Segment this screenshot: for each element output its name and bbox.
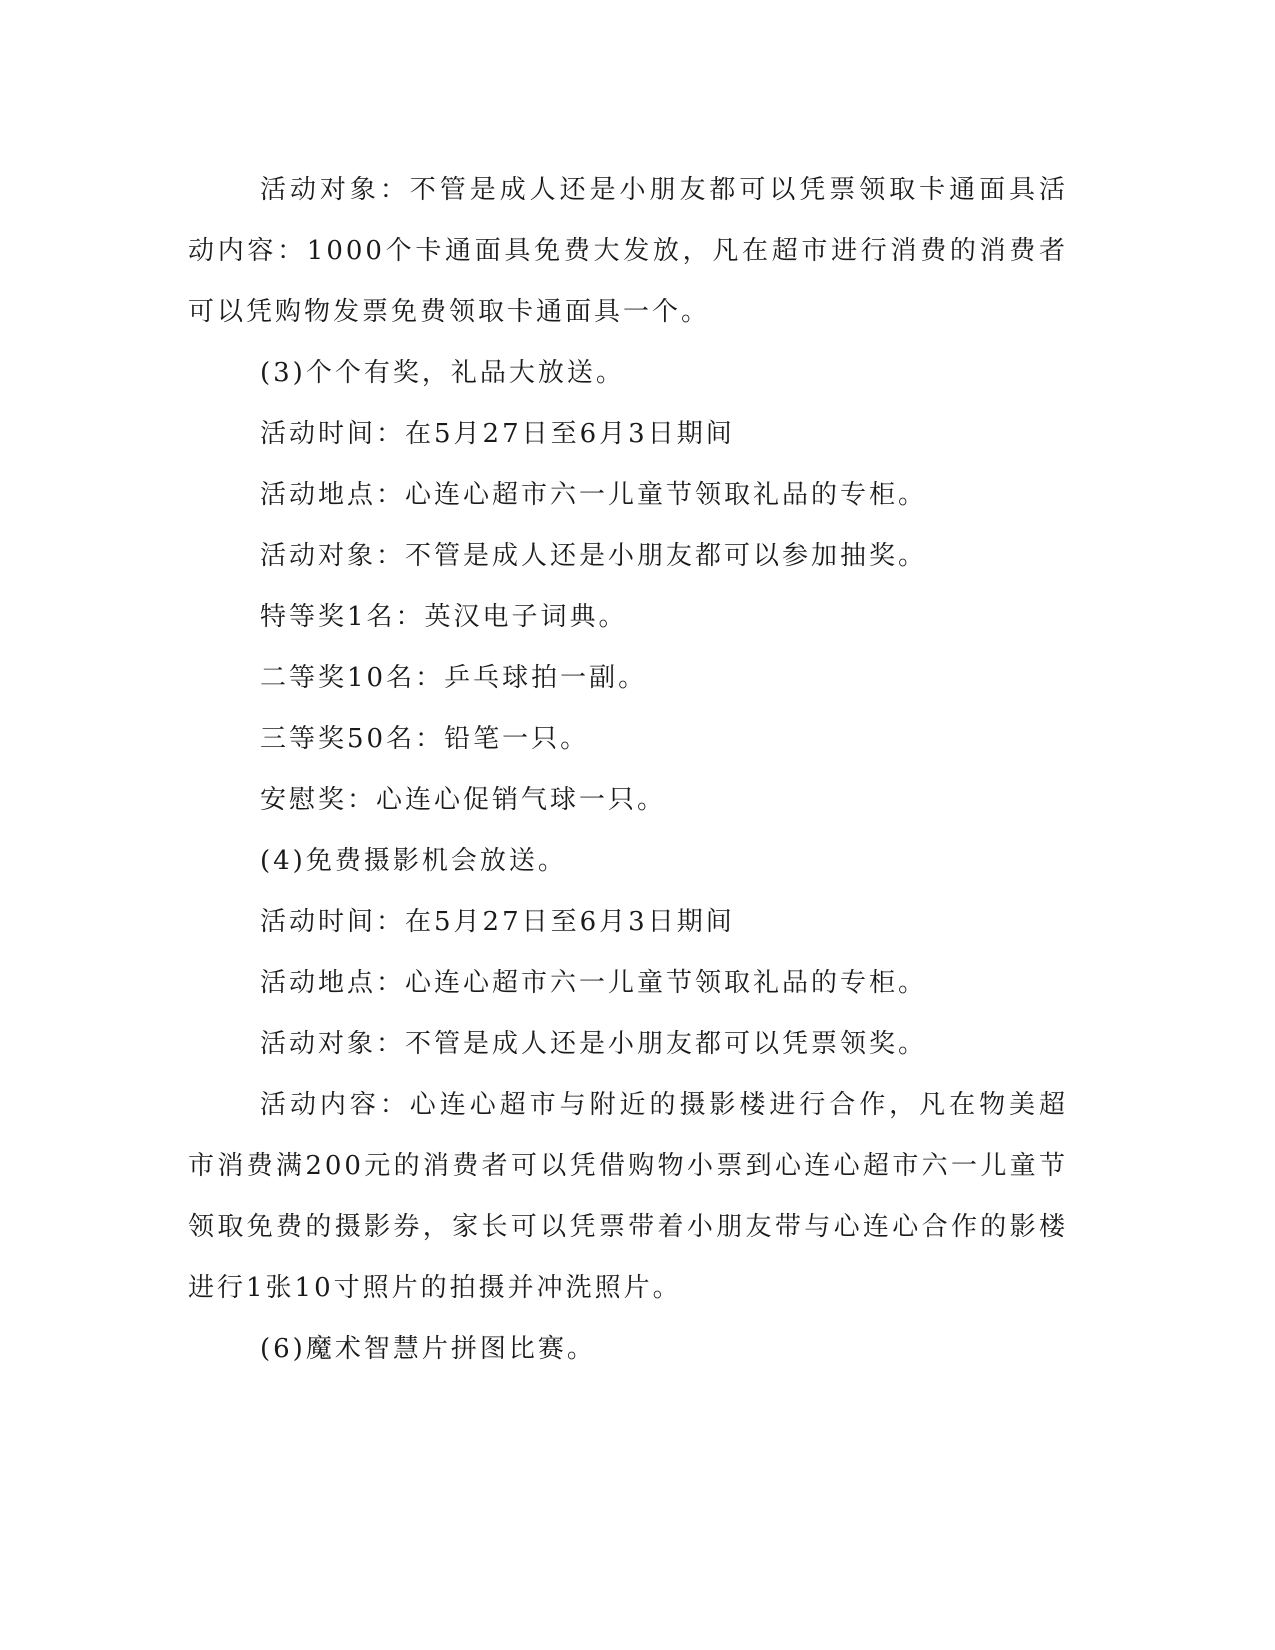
paragraph-activity-location-1: 活动地点：心连心超市六一儿童节领取礼品的专柜。 (260, 480, 928, 510)
paragraph-grand-prize: 特等奖1名：英汉电子词典。 (260, 602, 628, 632)
paragraph-activity-location-2: 活动地点：心连心超市六一儿童节领取礼品的专柜。 (260, 968, 928, 998)
paragraph-section-6-heading: (6)魔术智慧片拼图比赛。 (260, 1334, 596, 1364)
paragraph-second-prize: 二等奖10名：乒乓球拍一副。 (260, 663, 648, 693)
paragraph-section-3-heading: (3)个个有奖，礼品大放送。 (260, 358, 625, 388)
paragraph-activity-time-2: 活动时间：在5月27日至6月3日期间 (260, 907, 735, 937)
document-body (188, 160, 1068, 1380)
paragraph-activity-time-1: 活动时间：在5月27日至6月3日期间 (260, 419, 735, 449)
paragraph-consolation-prize: 安慰奖：心连心促销气球一只。 (260, 785, 667, 815)
paragraph-activity-content-photo: 活动内容：心连心超市与附近的摄影楼进行合作，凡在物美超市消费满200元的消费者可以凭借购物小票到心连心超市六一儿童节领取免费的摄影券，家长可以凭票带着小朋友带与心连心合作的影楼进行1张10寸照片的拍摄并冲洗照片。 (188, 1090, 1068, 1303)
paragraph-third-prize: 三等奖50名：铅笔一只。 (260, 724, 590, 754)
paragraph-activity-target-photo: 活动对象：不管是成人还是小朋友都可以凭票领奖。 (260, 1029, 928, 1059)
paragraph-activity-target-masks: 活动对象：不管是成人还是小朋友都可以凭票领取卡通面具活动内容：1000个卡通面具免费大发放，凡在超市进行消费的消费者可以凭购物发票免费领取卡通面具一个。 (188, 175, 1068, 327)
paragraph-activity-target-lottery: 活动对象：不管是成人还是小朋友都可以参加抽奖。 (260, 541, 928, 571)
paragraph-section-4-heading: (4)免费摄影机会放送。 (260, 846, 567, 876)
